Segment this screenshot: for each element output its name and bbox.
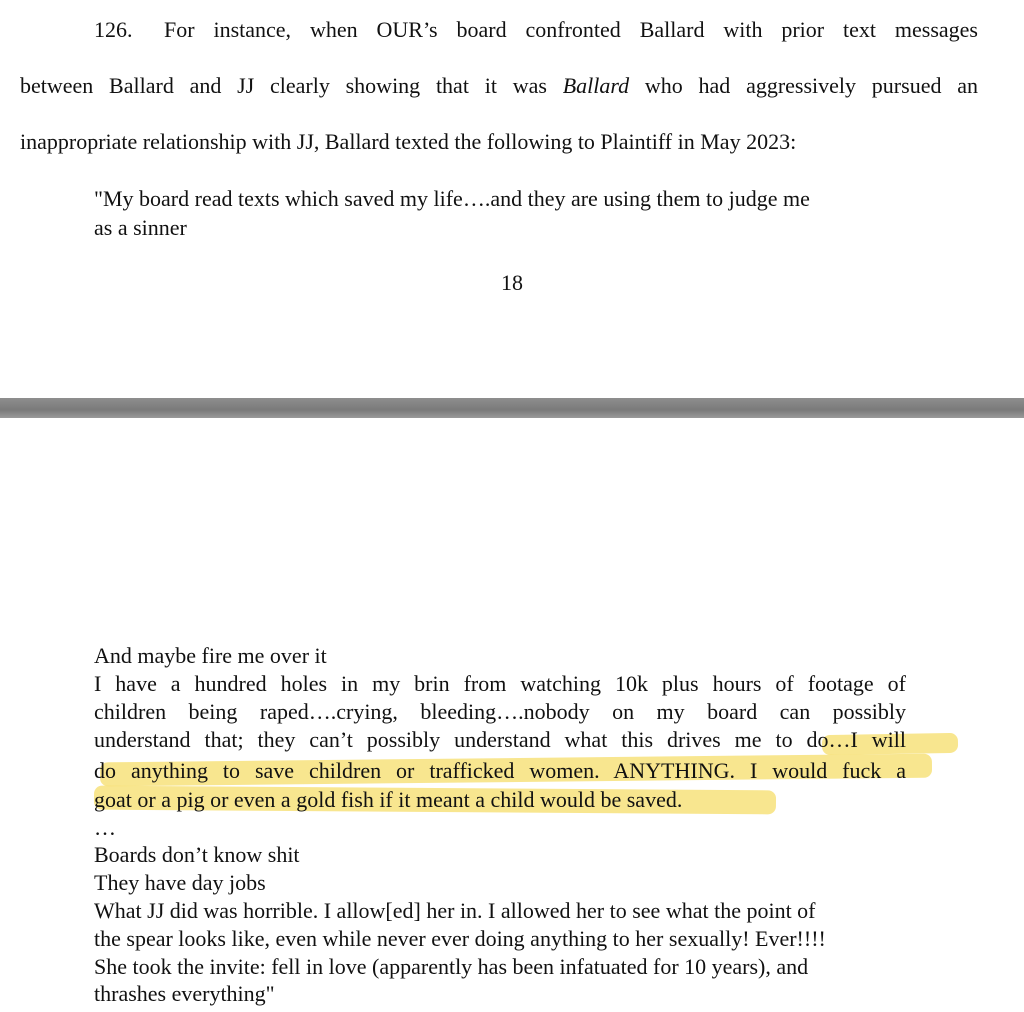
quote-line-2: as a sinner	[94, 215, 187, 240]
italic-name: Ballard	[562, 73, 630, 98]
quote-line: do anything to save children or trafficked women. ANYTHING. I would fuck a	[94, 758, 906, 783]
page-number: 18	[501, 270, 523, 295]
quote-line: understand that; they can’t possibly understand what this drives me to do…I will	[94, 727, 906, 752]
text-segment: between Ballard and JJ clearly showing that it was	[20, 73, 563, 98]
quote-line: She took the invite: fell in love (apparently has been infatuated for 10 years), and	[94, 954, 809, 979]
quote-line: thrashes everything"	[94, 981, 275, 1006]
quote-line: goat or a pig or even a gold fish if it meant a child would be saved.	[94, 787, 683, 812]
quote-line: the spear looks like, even while never ever doing anything to her sexually! Ever!!!!	[94, 926, 826, 951]
paragraph-126-line-2	[20, 73, 978, 99]
paragraph-126-line-3: inappropriate relationship with JJ, Ballard texted the following to Plaintiff in May 2023:	[20, 129, 797, 154]
document-page-upper	[0, 0, 1024, 398]
quote-line: I have a hundred holes in my brin from watching 10k plus hours of footage of	[94, 671, 906, 696]
quote-line: What JJ did was horrible. I allow[ed] her in. I allowed her to see what the point of	[94, 898, 816, 923]
paragraph-126-line-1	[20, 17, 978, 43]
quote-line-1: "My board read texts which saved my life….and they are using them to judge me	[94, 186, 810, 211]
quote-line: And maybe fire me over it	[94, 643, 327, 668]
paragraph-text: For instance, when OUR’s board confronted Ballard with prior text messages	[164, 17, 978, 42]
paragraph-number: 126.	[94, 17, 133, 42]
quote-line: Boards don’t know shit	[94, 842, 300, 867]
page-separator	[0, 398, 1024, 418]
quote-line: children being raped….crying, bleeding….nobody on my board can possibly	[94, 699, 906, 724]
text-segment: who had aggressively pursued an	[629, 73, 978, 98]
ellipsis-line: …	[94, 815, 116, 840]
quote-line: They have day jobs	[94, 870, 266, 895]
document-page-lower	[0, 418, 1024, 1012]
